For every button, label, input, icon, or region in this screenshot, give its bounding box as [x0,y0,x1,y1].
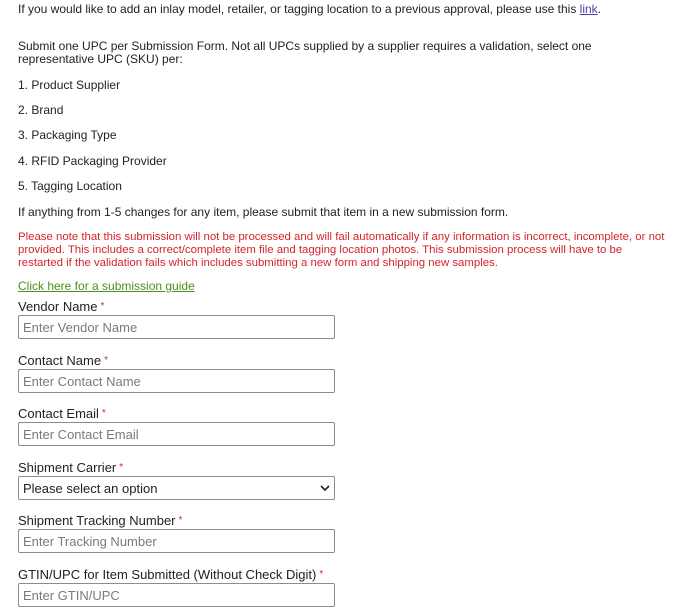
previous-approval-link[interactable]: link [579,2,598,16]
contact-name-label-text: Contact Name [18,353,102,368]
contact-name-label [18,353,108,369]
shipment-carrier-label [18,460,123,476]
warning-notice: Please note that this submission will not be processed and will fail automatically if any information is incorrect, incomplete, or not provided. This includes a correct/complete item file and tagging location photos. This submission process will have to be restarted if the validation fails which includes submitting a new form and shipping new samples. [18,231,665,269]
contact-email-label-text: Contact Email [18,406,99,421]
chevron-down-icon [320,483,330,493]
submission-guide-link[interactable]: Click here for a submission guide [18,279,195,293]
changes-note: If anything from 1-5 changes for any item, please submit that item in a new submission form. [18,205,509,219]
contact-email-label [18,406,106,422]
tracking-number-label-text: Shipment Tracking Number [18,513,176,528]
contact-name-input[interactable] [18,369,335,393]
required-marker: * [104,355,108,366]
tracking-number-label [18,513,182,529]
shipment-carrier-label-text: Shipment Carrier [18,460,117,475]
submit-instructions: Submit one UPC per Submission Form. Not all UPCs supplied by a supplier requires a validation, select one representative UPC (SKU) per: [18,39,592,66]
criteria-item-rfid-provider: 4. RFID Packaging Provider [18,154,167,168]
vendor-name-label-text: Vendor Name [18,299,98,314]
criteria-item-supplier: 1. Product Supplier [18,78,121,92]
gtin-upc-label [18,567,323,583]
vendor-name-label [18,299,104,315]
criteria-item-tagging-location: 5. Tagging Location [18,179,122,193]
contact-email-input[interactable] [18,422,335,446]
intro-period: . [597,2,602,16]
required-marker: * [119,462,124,473]
vendor-name-input[interactable] [18,315,335,339]
shipment-carrier-select[interactable] [18,476,335,500]
required-marker: * [100,301,105,312]
intro-sentence: If you would like to add an inlay model, retailer, or tagging location to a previous approval, please use this [18,2,580,16]
criteria-item-packaging-type: 3. Packaging Type [18,128,117,142]
required-marker: * [101,408,106,419]
intro-text [18,2,601,16]
gtin-upc-label-text: GTIN/UPC for Item Submitted (Without Check Digit) [18,567,317,582]
criteria-item-brand: 2. Brand [18,103,64,117]
gtin-upc-input[interactable] [18,583,335,607]
required-marker: * [319,569,324,580]
shipment-carrier-selected-value: Please select an option [23,480,158,496]
required-marker: * [178,515,183,526]
tracking-number-input[interactable] [18,529,335,553]
